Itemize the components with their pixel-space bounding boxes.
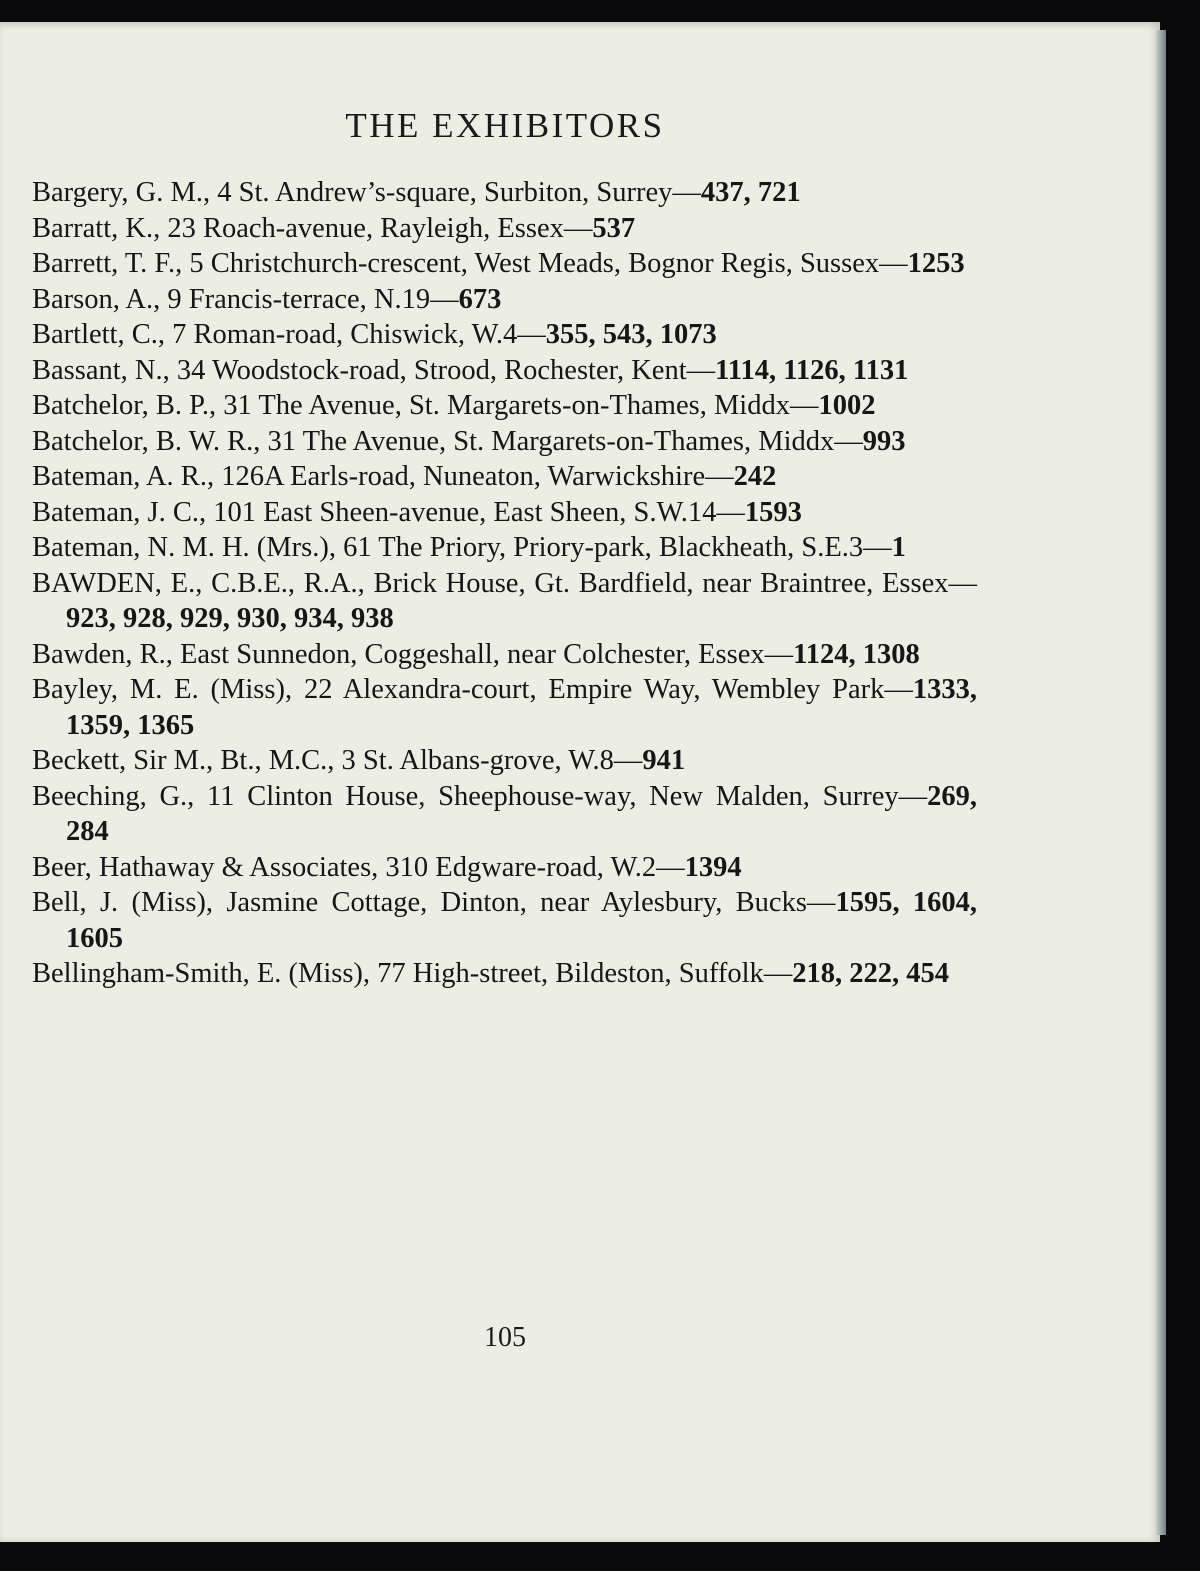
entry-text: Bartlett, C., 7 Roman-road, Chiswick, W.4— [32, 319, 546, 350]
entry-text: Barratt, K., 23 Roach-avenue, Rayleigh, Essex— [32, 212, 593, 244]
entry-text: Bateman, A. R., 126A Earls-road, Nuneaton, Warwickshire— [32, 461, 734, 492]
entry-text: Bassant, N., 34 Woodstock-road, Strood, Rochester, Kent— [32, 354, 716, 386]
exhibitor-entry [32, 175, 977, 211]
exhibitor-list [32, 175, 977, 992]
entry-text: Beckett, Sir M., Bt., M.C., 3 St. Albans-grove, W.8— [32, 745, 643, 776]
entry-numbers: 993 [862, 425, 906, 457]
entry-text: Batchelor, B. P., 31 The Avenue, St. Margarets-on-Thames, Middx— [32, 390, 819, 421]
exhibitor-entry [32, 246, 977, 282]
entry-numbers: 1333, 1359, 1365 [66, 674, 977, 741]
entry-text: Barrett, T. F., 5 Christchurch-crescent, West Meads, Bognor Regis, Sussex— [32, 248, 908, 279]
exhibitor-entry [32, 672, 977, 743]
entry-text: Bayley, M. E. (Miss), 22 Alexandra-court, Empire Way, Wembley Park— [32, 674, 913, 705]
entry-numbers: 941 [642, 745, 686, 776]
entry-text: Barson, A., 9 Francis-terrace, N.19— [32, 283, 459, 315]
entry-numbers: 355, 543, 1073 [545, 319, 717, 350]
exhibitor-entry [32, 282, 977, 318]
entry-numbers: 1114, 1126, 1131 [715, 354, 909, 386]
page-title: THE EXHIBITORS [345, 106, 665, 145]
exhibitor-entry [32, 956, 977, 992]
entry-text: BAWDEN, E., C.B.E., R.A., Brick House, Gt. Bardfield, near Braintree, Essex— [32, 567, 977, 599]
entry-text: Beer, Hathaway & Associates, 310 Edgware-road, W.2— [32, 851, 685, 883]
entry-numbers: 1124, 1308 [793, 638, 920, 670]
entry-numbers: 1593 [744, 496, 802, 528]
entry-numbers: 242 [733, 461, 777, 492]
page-edge [1156, 30, 1166, 1535]
exhibitor-entry [32, 566, 977, 637]
entry-numbers: 218, 222, 454 [792, 958, 949, 989]
entry-text: Bellingham-Smith, E. (Miss), 77 High-street, Bildeston, Suffolk— [32, 958, 793, 989]
exhibitor-entry [32, 459, 977, 495]
exhibitor-entry [32, 388, 977, 424]
exhibitor-entry [32, 317, 977, 353]
exhibitor-entry [32, 779, 977, 850]
entry-numbers: 1 [891, 532, 906, 563]
entry-numbers: 1394 [684, 851, 742, 883]
entry-numbers: 923, 928, 929, 930, 934, 938 [66, 603, 394, 634]
entry-numbers: 1253 [907, 248, 965, 279]
exhibitor-entry [32, 885, 977, 956]
exhibitor-entry [32, 637, 977, 673]
exhibitor-entry [32, 530, 977, 566]
exhibitor-entry [32, 850, 977, 886]
entry-numbers: 673 [458, 283, 502, 315]
exhibitor-entry [32, 743, 977, 779]
page-number: 105 [484, 1322, 526, 1353]
entry-numbers: 437, 721 [700, 177, 801, 208]
exhibitor-entry [32, 353, 977, 389]
entry-numbers: 537 [592, 212, 636, 244]
exhibitor-entry [32, 495, 977, 531]
entry-numbers: 1002 [818, 390, 876, 421]
entry-numbers: 269, 284 [66, 780, 977, 847]
exhibitor-entry [32, 211, 977, 247]
entry-text: Beeching, G., 11 Clinton House, Sheephouse-way, New Malden, Surrey— [32, 780, 928, 812]
entry-text: Bell, J. (Miss), Jasmine Cottage, Dinton, near Aylesbury, Bucks— [32, 887, 836, 918]
entry-text: Bawden, R., East Sunnedon, Coggeshall, near Colchester, Essex— [32, 638, 794, 670]
entry-text: Bateman, J. C., 101 East Sheen-avenue, East Sheen, S.W.14— [32, 496, 745, 528]
entry-numbers: 1595, 1604, 1605 [66, 887, 978, 954]
exhibitor-entry [32, 424, 977, 460]
entry-text: Bargery, G. M., 4 St. Andrew’s-square, Surbiton, Surrey— [32, 177, 701, 208]
entry-text: Bateman, N. M. H. (Mrs.), 61 The Priory, Priory-park, Blackheath, S.E.3— [32, 532, 892, 563]
entry-text: Batchelor, B. W. R., 31 The Avenue, St. Margarets-on-Thames, Middx— [32, 425, 863, 457]
